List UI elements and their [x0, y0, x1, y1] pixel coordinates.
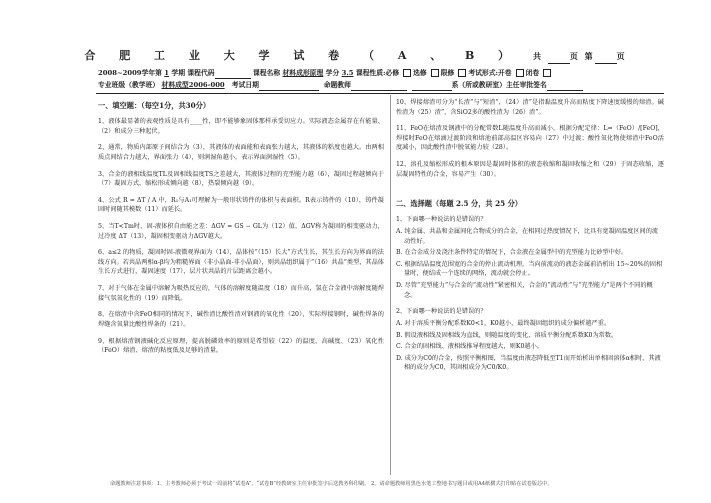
- column-divider: [390, 95, 391, 475]
- choice-q1-option-a: A. 纯金属、共晶和金属间化合物成分的合金，在相同过热度情况下，比具有宽凝固温度区间的流动性好。: [396, 228, 659, 245]
- choice-q2-option-b: B. 假设液相线及固相线为直线，则随温度的变化，溶质平衡分配系数K0为常数。: [396, 331, 618, 339]
- exam-meta-row-1: 2008~2009学年第 1 学期 课程代码 课程名称 材料成形原理 学分 3.5 课程性质:必修 选修 限修 考试形式:开卷 闭卷: [98, 68, 553, 79]
- question-9: 9、根据熔渣钢液碱化反应原理，提高脱磷效率的原则是希望较（22）的温度、高碱度、（23）氧化性（FeO）熔渣、熔渣的粘度低及足够的渣量。: [98, 337, 384, 355]
- choice-q1-stem: 1、下面哪一种说法的是错误的？: [396, 216, 487, 224]
- question-3: 3、合金的液相线温度TL及固相线温度TS之差越大，其液体过程的充型能力越（6），凝固过程越倾向于（7）凝固方式，缩松形成倾向越（8），热裂倾向越（9）。: [98, 170, 384, 188]
- section1-heading: 一、填空题：（每空1分，共30分）: [98, 101, 211, 110]
- question-5: 5、当T<Tm时，固-液体积自由能之差：ΔGV = GS − GL为（12）值，ΔGV称为凝固的相变驱动力，过冷度 ΔT（13），凝固相变驱动力ΔGV越大。: [98, 223, 384, 240]
- section2-heading: 二、选择题（每题 2.5 分，共 25 分）: [396, 199, 522, 209]
- required-checkbox[interactable]: [403, 69, 411, 77]
- restricted-checkbox[interactable]: [458, 69, 466, 77]
- question-4: 4、公式 R = ΔT / A 中，R₁与A₁可理解为一般形状铸件的体积与表面积。R表示铸件的（10），铸件凝固时间随其模数（11）而延长。: [98, 196, 384, 214]
- closed-book-checkbox[interactable]: [543, 69, 551, 77]
- choice-q1-option-c: C. 根据结晶温度范围宽的合金的停止流动机理，当向前流动的液态金属前沿析出 15~20%的固相量时，便结成一个连续的网络，流动就会停止。: [396, 260, 663, 278]
- footer-note: 命题教师注意事项：1、主考教师必须于考试一周前将“试卷A”、“试卷B”经教研室主任审批签字后送教务科印刷。 2、请命题教师用黑色水笔工整地书写题目或用A4纸横式打印贴在试卷版芯中。: [110, 481, 553, 487]
- question-6: 6、a≤2 的物质，凝固时固-液微观界面为（14），晶体按“（15）长大”方式生长，其生长方向为界面的法线方向。若共晶两相α-β均为粗糙界面（非小晶面-非小晶面），则共晶组织属于“（16）共晶”类型，其晶体生长方式进行，凝固速度（17），层片状共晶的片层距离会越小。: [98, 249, 384, 276]
- elective-checkbox[interactable]: [431, 69, 439, 77]
- question-8: 8、在熔渣中含FeO相同的情况下，碱性渣比酸性渣对钢液的氧化性（20），实际焊接钢时，碱性焊条的焊缝含氧量比酸性焊条的（21）。: [98, 311, 384, 328]
- choice-q2-stem: 2、下面哪一种说法的是错误的？: [396, 308, 487, 316]
- question-11: 11、FeO在熔渣及钢液中的分配常数L随温度升高而减小，根据分配定律：L=（FeO）/[FeO]，焊接时FeO在熔滴过渡阶段和熔池前部高温区容易向（27）中过渡；酸性氧化物使熔渣中FeO活度减小，因此酸性渣中脱氧能力较（28）。: [396, 125, 664, 152]
- question-2: 2、通常，物质内部原子间结合为（3），其液体的表面能和表面张力越大，其液体的粘度也越大。由两相质点间结合力越大，界面张力（4），则润湿角越小，表示界面润湿性（5）。: [98, 144, 384, 161]
- right-column: [396, 98, 664, 375]
- question-12: 12、溶孔及缩松形成的根本原因是凝固时体积的液态收缩和凝固收缩之和（29）于固态收缩，逐层凝固特性的合金，容易产生（30）。: [396, 161, 664, 178]
- choice-q2-option-d: D. 成分为C0的合金，按照平衡相图，当温度由液态降低至T1而开始析出单相固溶体α相时，其液相的成分为C0，其固相成分为C0/K0。: [396, 354, 661, 372]
- question-7: 7、对于气体在金属中溶解为吸热反应的，气体的溶解度随温度（18）而升高，氢在合金液中溶解度随焊接气氛氧化性的（19）而降低。: [98, 285, 384, 302]
- choice-q2-option-c: C. 合金的固相线、液相线推导程度越大，则K0越小。: [396, 343, 543, 351]
- left-column: [98, 98, 384, 363]
- open-book-checkbox[interactable]: [516, 69, 524, 77]
- choice-q2-option-a: A. 对于溶质平衡分配系数K0<1，K0越小，最终凝固组织的成分偏析越严重。: [396, 319, 611, 327]
- choice-q1-option-d: D. 尽管“充型能力”与合金的“流动性”紧密相关，合金的“流动性”与“充型能力”是两个不同的概念。: [396, 282, 653, 299]
- question-10: 10、焊接熔渣可分为“长渣”与“短渣”，（24）渣”是指黏温度升高而粘度下降速度缓慢的熔渣。碱性渣为（25）渣”，含SiO2多的酸性渣为（26）渣”。: [396, 99, 664, 116]
- choice-q1-option-b: B. 在合金成分及浇注条件特定的情况下，合金液在金属型中的充型能力比砂型中好。: [396, 249, 628, 257]
- course-name: 材料成形原理: [282, 69, 324, 77]
- question-1: 1、液体最显著的表观性质是具有____性，即不能够象固体那样承受切应力。实际液态金属存在有能量、（2）和成分三种起伏。: [98, 118, 384, 135]
- exam-meta-row-2: 专业班级（教学班） 材料成型2006-000 考试日期 命题教师 系（所或教研室）主任审批签名: [98, 80, 583, 91]
- header-divider: [96, 93, 664, 94]
- exam-title: 合 肥 工 业 大 学 试 卷 （ A 、 B ） 共 页 第 页: [0, 47, 711, 64]
- page-count: 共 页 第 页: [533, 51, 627, 61]
